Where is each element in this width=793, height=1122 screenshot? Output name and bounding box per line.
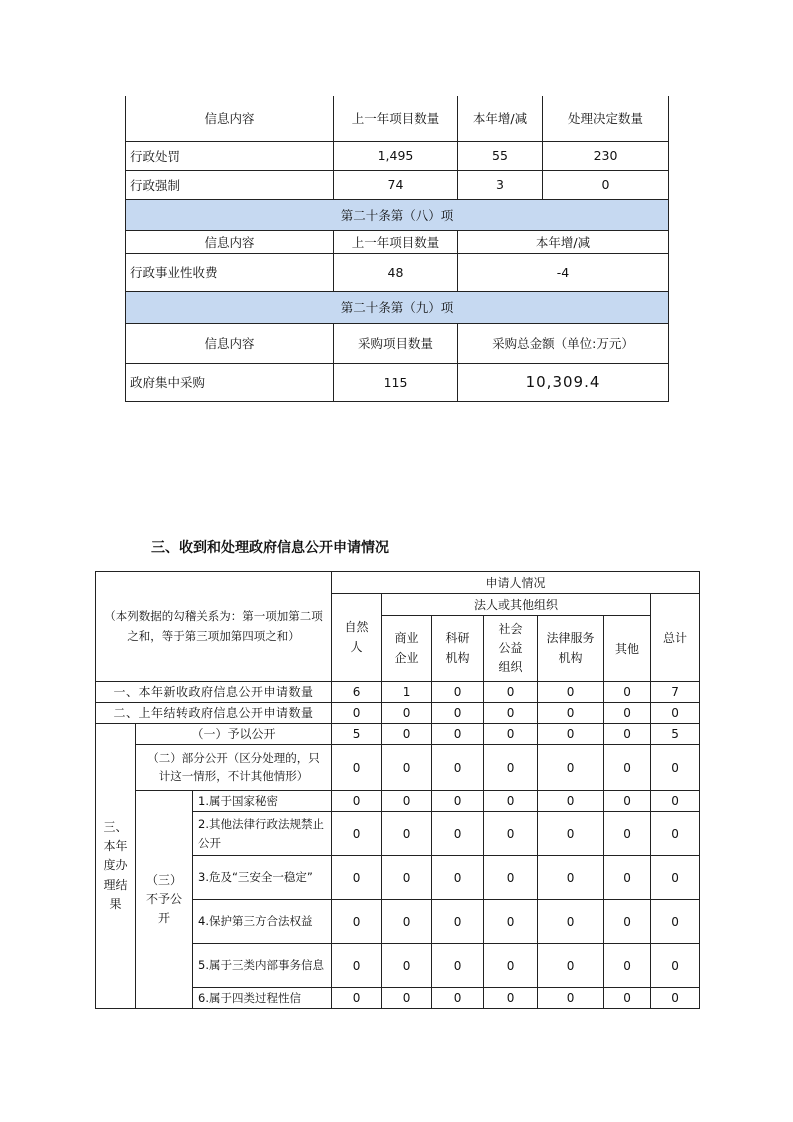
table-header-row <box>126 96 669 141</box>
row-amount: 10,309.4 <box>458 363 669 401</box>
cell-value: 0 <box>604 856 651 900</box>
cell-value: 0 <box>382 724 432 745</box>
cell-value: 0 <box>382 944 432 988</box>
row-label: 3.危及“三安全一稳定” <box>193 856 332 900</box>
cell-value: 0 <box>332 703 382 724</box>
cell-value: 0 <box>538 745 604 791</box>
header-prev-count: 上一年项目数量 <box>334 230 458 253</box>
header-info-content: 信息内容 <box>126 323 334 363</box>
cell-value: 0 <box>382 745 432 791</box>
header-decided: 处理决定数量 <box>543 96 669 141</box>
header-change: 本年增/减 <box>458 96 543 141</box>
cell-value: 0 <box>538 900 604 944</box>
table-row <box>96 745 700 791</box>
cell-value: 0 <box>484 703 538 724</box>
cell-value: 0 <box>604 944 651 988</box>
cell-value: 0 <box>604 682 651 703</box>
row-count: 115 <box>334 363 458 401</box>
row-name: 行政强制 <box>126 170 334 199</box>
cell-value: 0 <box>432 682 484 703</box>
cell-value: 0 <box>432 988 484 1009</box>
row-label: 一、本年新收政府信息公开申请数量 <box>96 682 332 703</box>
header-natural-person: 自然人 <box>332 594 382 682</box>
cell-value: 0 <box>538 682 604 703</box>
band-label: 第二十条第（九）项 <box>126 291 669 323</box>
row-name: 政府集中采购 <box>126 363 334 401</box>
header-purchase-amount: 采购总金额（单位:万元） <box>458 323 669 363</box>
cell-value: 0 <box>651 745 700 791</box>
cell-value: 0 <box>538 812 604 856</box>
header-applicant: 申请人情况 <box>332 572 700 594</box>
cell-value: 0 <box>432 856 484 900</box>
row-name: 行政事业性收费 <box>126 253 334 291</box>
header-legal-orgs: 法人或其他组织 <box>382 594 651 616</box>
cell-value: 0 <box>651 812 700 856</box>
cell-value: 0 <box>651 900 700 944</box>
cell-value: 0 <box>432 944 484 988</box>
header-other: 其他 <box>604 616 651 682</box>
cell-value: 0 <box>332 791 382 812</box>
cell-value: 0 <box>484 812 538 856</box>
header-info-content: 信息内容 <box>126 96 334 141</box>
cell-value: 0 <box>332 988 382 1009</box>
cell-value: 0 <box>332 900 382 944</box>
header-change: 本年增/减 <box>458 230 669 253</box>
header-business: 商业企业 <box>382 616 432 682</box>
cell-value: 0 <box>484 682 538 703</box>
cell-value: 0 <box>538 944 604 988</box>
row-decided: 0 <box>543 170 669 199</box>
band-label: 第二十条第（八）项 <box>126 199 669 230</box>
table-row <box>126 253 669 291</box>
cell-value: 0 <box>382 856 432 900</box>
cell-value: 0 <box>484 791 538 812</box>
cell-value: 0 <box>432 703 484 724</box>
cell-value: 0 <box>382 791 432 812</box>
header-research: 科研机构 <box>432 616 484 682</box>
cell-value: 0 <box>651 791 700 812</box>
cell-value: 0 <box>604 900 651 944</box>
cell-value: 0 <box>604 703 651 724</box>
row-prev: 74 <box>334 170 458 199</box>
cell-value: 6 <box>332 682 382 703</box>
cell-value: 7 <box>651 682 700 703</box>
header-info-content: 信息内容 <box>126 230 334 253</box>
section-band-8 <box>126 199 669 230</box>
not-open-label: （三）不予公开 <box>136 791 193 1009</box>
cell-value: 0 <box>484 724 538 745</box>
table-header-row <box>96 572 700 594</box>
cell-value: 0 <box>332 745 382 791</box>
header-purchase-count: 采购项目数量 <box>334 323 458 363</box>
row-change: -4 <box>458 253 669 291</box>
cell-value: 0 <box>432 900 484 944</box>
cell-value: 0 <box>604 791 651 812</box>
table-row <box>96 703 700 724</box>
row-label: （一）予以公开 <box>136 724 332 745</box>
cell-value: 0 <box>382 812 432 856</box>
row-label: 5.属于三类内部事务信息 <box>193 944 332 988</box>
cell-value: 0 <box>538 856 604 900</box>
note-cell: （本列数据的勾稽关系为：第一项加第二项之和，等于第三项加第四项之和） <box>96 572 332 682</box>
table-header-row <box>126 323 669 363</box>
table-row <box>96 682 700 703</box>
cell-value: 0 <box>604 812 651 856</box>
cell-value: 0 <box>332 856 382 900</box>
cell-value: 0 <box>382 900 432 944</box>
row-label: 二、上年结转政府信息公开申请数量 <box>96 703 332 724</box>
cell-value: 0 <box>382 703 432 724</box>
row-change: 3 <box>458 170 543 199</box>
header-total: 总计 <box>651 594 700 682</box>
result-label: 三、本年度办理结果 <box>96 724 136 1009</box>
cell-value: 0 <box>332 812 382 856</box>
row-prev: 1,495 <box>334 141 458 170</box>
header-prev-count: 上一年项目数量 <box>334 96 458 141</box>
row-label: 4.保护第三方合法权益 <box>193 900 332 944</box>
cell-value: 0 <box>604 724 651 745</box>
row-prev: 48 <box>334 253 458 291</box>
cell-value: 0 <box>332 944 382 988</box>
cell-value: 0 <box>538 703 604 724</box>
cell-value: 0 <box>651 856 700 900</box>
cell-value: 0 <box>538 791 604 812</box>
row-change: 55 <box>458 141 543 170</box>
cell-value: 5 <box>332 724 382 745</box>
table-row <box>96 791 700 812</box>
table-row <box>126 363 669 401</box>
cell-value: 0 <box>538 724 604 745</box>
cell-value: 0 <box>538 988 604 1009</box>
disclosure-stats-table <box>125 96 669 402</box>
cell-value: 0 <box>432 812 484 856</box>
cell-value: 5 <box>651 724 700 745</box>
cell-value: 0 <box>484 944 538 988</box>
cell-value: 0 <box>432 724 484 745</box>
cell-value: 0 <box>484 856 538 900</box>
cell-value: 0 <box>651 988 700 1009</box>
cell-value: 0 <box>432 791 484 812</box>
table-header-row <box>126 230 669 253</box>
row-label: 1.属于国家秘密 <box>193 791 332 812</box>
cell-value: 0 <box>382 988 432 1009</box>
cell-value: 1 <box>382 682 432 703</box>
section-title: 三、收到和处理政府信息公开申请情况 <box>151 540 389 556</box>
cell-value: 0 <box>484 988 538 1009</box>
header-public-welfare: 社会公益组织 <box>484 616 538 682</box>
cell-value: 0 <box>651 703 700 724</box>
row-label: （二）部分公开（区分处理的，只计这一情形，不计其他情形） <box>136 745 332 791</box>
table-row <box>126 170 669 199</box>
cell-value: 0 <box>604 745 651 791</box>
row-name: 行政处罚 <box>126 141 334 170</box>
cell-value: 0 <box>604 988 651 1009</box>
cell-value: 0 <box>484 745 538 791</box>
section-band-9 <box>126 291 669 323</box>
application-handling-table <box>95 571 700 1009</box>
table-row <box>96 724 700 745</box>
cell-value: 0 <box>432 745 484 791</box>
cell-value: 0 <box>484 900 538 944</box>
header-legal-service: 法律服务机构 <box>538 616 604 682</box>
row-label: 2.其他法律行政法规禁止公开 <box>193 812 332 856</box>
row-decided: 230 <box>543 141 669 170</box>
cell-value: 0 <box>651 944 700 988</box>
table-row <box>126 141 669 170</box>
row-label: 6.属于四类过程性信 <box>193 988 332 1009</box>
